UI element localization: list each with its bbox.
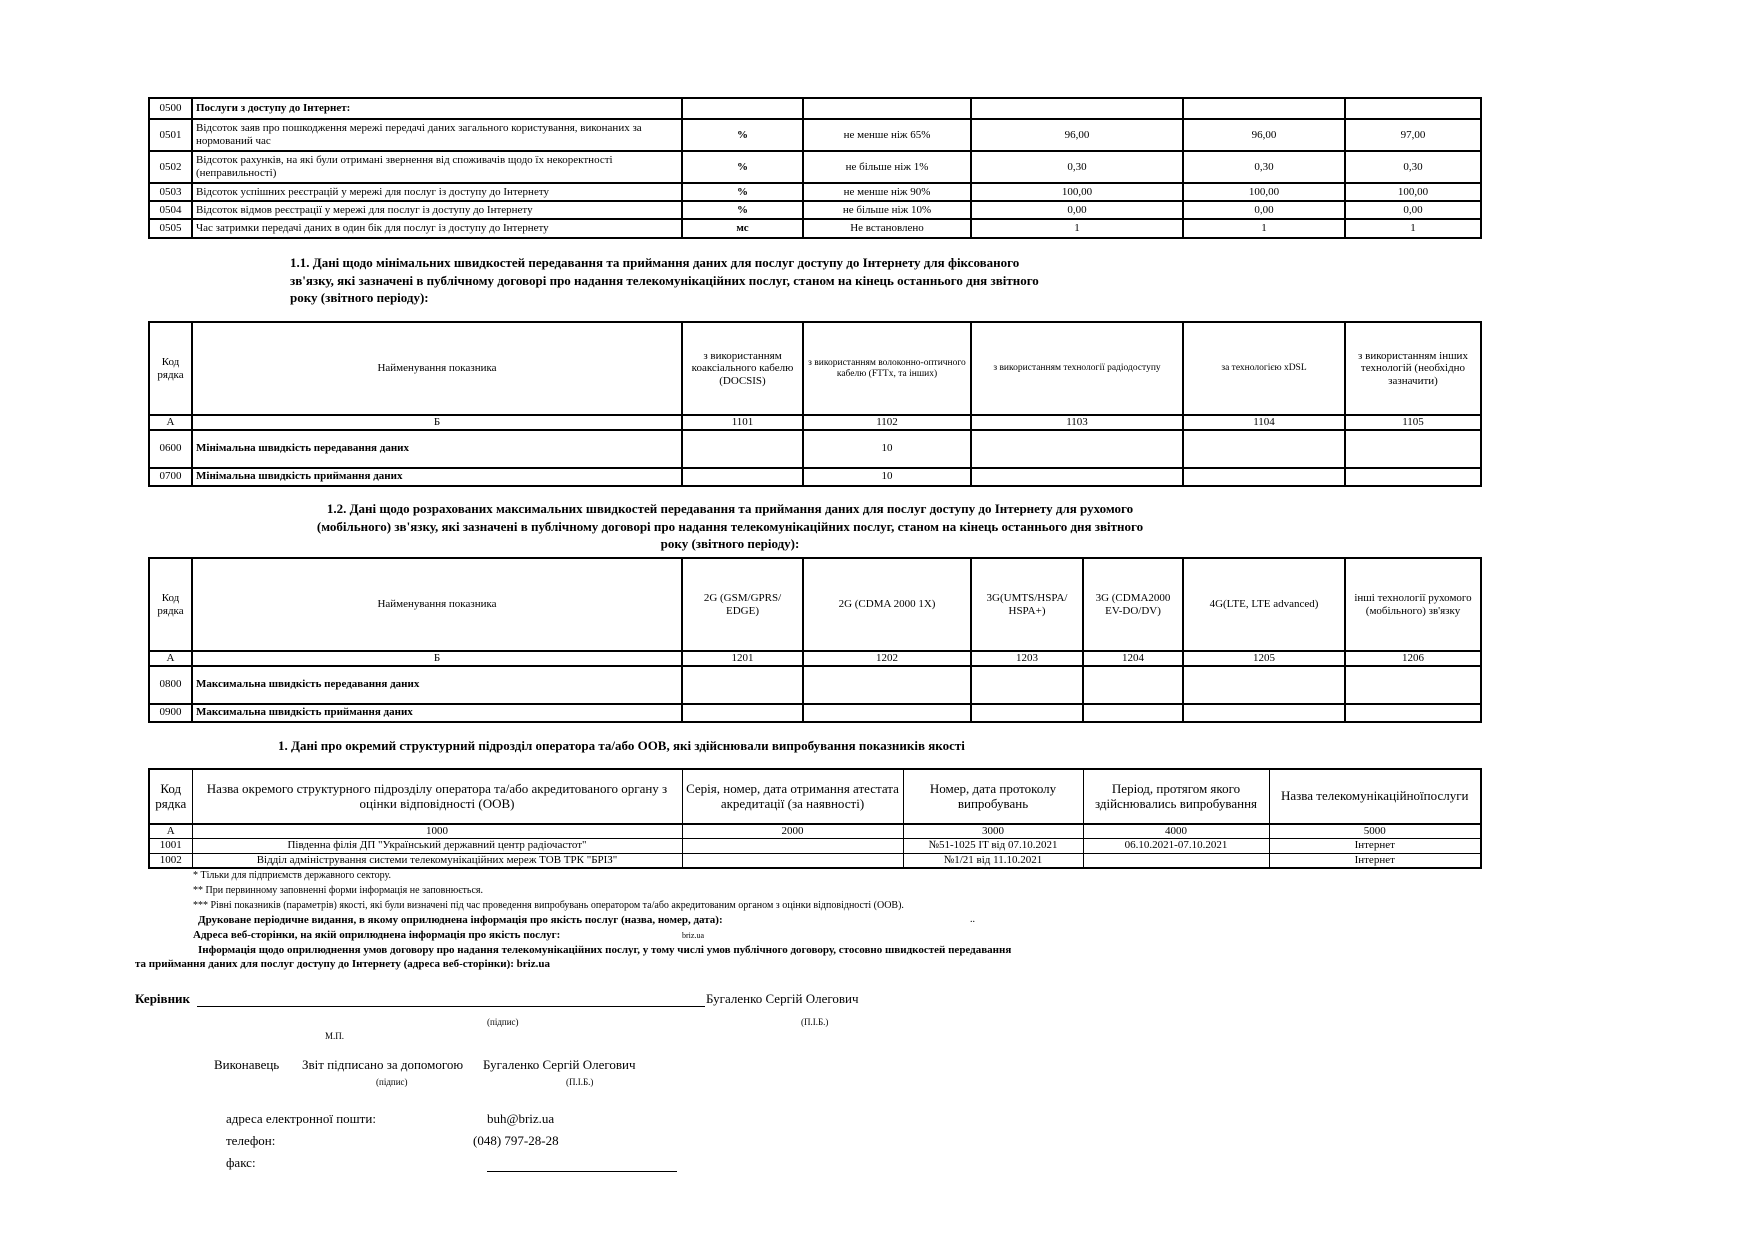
- table-row: [149, 853, 1481, 868]
- row-value: [1345, 98, 1481, 119]
- row-norm: [803, 98, 971, 119]
- row-value: [971, 98, 1183, 119]
- table-row: [149, 98, 1481, 119]
- print-edition-label: Друковане періодичне видання, в якому оприлюднена інформація про якість послуг (назва, номер, дата):: [198, 914, 723, 926]
- row-norm: не менше ніж 90%: [803, 183, 971, 201]
- row-value: [1083, 666, 1183, 704]
- header-col: з використанням коаксіального кабелю (DOCSIS): [682, 322, 803, 415]
- header-name: Найменування показника: [192, 322, 682, 415]
- row-protocol: №1/21 від 11.10.2021: [903, 853, 1083, 868]
- pib-caption: (П.І.Б.): [801, 1017, 829, 1027]
- row-name: Відсоток заяв про пошкодження мережі передачі даних загального користування, виконаних за нормований час: [192, 119, 682, 151]
- row-value: 0,00: [971, 201, 1183, 219]
- testing-units-table: [148, 768, 1482, 869]
- signature-line: [197, 1006, 705, 1007]
- row-name: Максимальна швидкість передавання даних: [192, 666, 682, 704]
- row-name: Мінімальна швидкість передавання даних: [192, 430, 682, 468]
- row-value: [1345, 704, 1481, 722]
- footnote: * Тільки для підприємств державного сектору.: [193, 870, 392, 881]
- header-row: [149, 322, 1481, 415]
- row-value: 1: [1183, 219, 1345, 238]
- header-col: Період, протягом якого здійснювались випробування: [1083, 769, 1269, 824]
- row-unit: %: [682, 183, 803, 201]
- table-row: [149, 468, 1481, 486]
- phone-value: (048) 797-28-28: [473, 1133, 559, 1148]
- pib-caption: (П.І.Б.): [566, 1077, 594, 1087]
- header-col: з використанням технології радіодоступу: [971, 322, 1183, 415]
- row-value: [1183, 666, 1345, 704]
- index-cell: 1204: [1083, 651, 1183, 666]
- index-cell: 1201: [682, 651, 803, 666]
- sign-caption: (підпис): [376, 1077, 408, 1087]
- row-value: [1345, 468, 1481, 486]
- table-row: [149, 838, 1481, 853]
- row-value: [1183, 430, 1345, 468]
- index-cell: 1105: [1345, 415, 1481, 430]
- index-cell: 3000: [903, 824, 1083, 838]
- index-cell: 1102: [803, 415, 971, 430]
- title-line: (мобільного) зв'язку, які зазначені в публічному договорі про надання телекомунікаційних послуг, станом на кінець останнього дня звітного: [316, 518, 1144, 534]
- row-value: 1: [1345, 219, 1481, 238]
- print-edition-value: ..: [970, 914, 975, 925]
- row-value: [1083, 704, 1183, 722]
- row-name: Відсоток відмов реєстрації у мережі для послуг із доступу до Інтернету: [192, 201, 682, 219]
- row-value: [682, 430, 803, 468]
- row-value: 0,30: [971, 151, 1183, 183]
- index-cell: 1205: [1183, 651, 1345, 666]
- header-code: Код рядка: [149, 322, 192, 415]
- row-unit: [682, 98, 803, 119]
- row-value: 0,00: [1345, 201, 1481, 219]
- table-row: [149, 430, 1481, 468]
- header-col: 4G(LTE, LTE advanced): [1183, 558, 1345, 651]
- header-col: з використанням інших технологій (необхідно зазначити): [1345, 322, 1481, 415]
- row-value: [1183, 704, 1345, 722]
- header-col: 3G (CDMA2000 EV-DO/DV): [1083, 558, 1183, 651]
- row-code: 0500: [149, 98, 192, 119]
- header-col: з використанням волоконно-оптичного кабелю (FTTx, та інших): [803, 322, 971, 415]
- index-cell: 2000: [682, 824, 903, 838]
- row-value: 100,00: [1345, 183, 1481, 201]
- index-cell: 1203: [971, 651, 1083, 666]
- row-cert: [682, 853, 903, 868]
- index-cell: 4000: [1083, 824, 1269, 838]
- title-line: року (звітного періоду):: [290, 290, 429, 306]
- web-page-value: briz.ua: [682, 931, 704, 940]
- row-value: [803, 704, 971, 722]
- index-row: [149, 651, 1481, 666]
- header-code: Код рядка: [149, 769, 192, 824]
- footnote: ** При первинному заповненні форми інформація не заповнюється.: [193, 885, 483, 896]
- row-value: 1: [971, 219, 1183, 238]
- header-row: [149, 558, 1481, 651]
- index-cell: 1000: [192, 824, 682, 838]
- row-norm: Не встановлено: [803, 219, 971, 238]
- index-row: [149, 415, 1481, 430]
- section-1-1-title: [290, 254, 1190, 307]
- footnote: *** Рівні показників (параметрів) якості, які були визначені під час проведення випробувань оператором та/або акредитованим органом з оцінки відповідності (ООВ).: [193, 900, 904, 911]
- header-col: 2G (GSM/GPRS/ EDGE): [682, 558, 803, 651]
- row-code: 0600: [149, 430, 192, 468]
- row-value: 0,30: [1345, 151, 1481, 183]
- section-2-title: 1. Дані про окремий структурний підрозділ оператора та/або ООВ, які здійснювали випробування показників якості: [278, 738, 965, 753]
- header-code: Код рядка: [149, 558, 192, 651]
- min-speed-table: [148, 321, 1482, 487]
- header-col: 2G (CDMA 2000 1X): [803, 558, 971, 651]
- row-value: 0,30: [1183, 151, 1345, 183]
- row-norm: не більше ніж 10%: [803, 201, 971, 219]
- head-name: Бугаленко Сергій Олегович: [706, 991, 859, 1006]
- index-cell: А: [149, 651, 192, 666]
- header-row: [149, 769, 1481, 824]
- index-cell: А: [149, 824, 192, 838]
- row-unit: мс: [682, 219, 803, 238]
- row-period: [1083, 853, 1269, 868]
- title-line: зв'язку, які зазначені в публічному договорі про надання телекомунікаційних послуг, станом на кінець останнього дня звітного: [290, 272, 1039, 288]
- phone-label: телефон:: [226, 1133, 276, 1148]
- email-label: адреса електронної пошти:: [226, 1111, 376, 1126]
- row-name: Максимальна швидкість приймання даних: [192, 704, 682, 722]
- row-value: 96,00: [971, 119, 1183, 151]
- row-unit: %: [682, 201, 803, 219]
- row-value: [971, 666, 1083, 704]
- contract-info-line: Інформація щодо оприлюднення умов договору про надання телекомунікаційних послуг, у тому числі умов публічного договору, стосовно швидкостей передавання: [198, 944, 1012, 956]
- row-code: 0504: [149, 201, 192, 219]
- row-unit: %: [682, 151, 803, 183]
- executor-sign: Звіт підписано за допомогою: [302, 1057, 464, 1072]
- index-cell: Б: [192, 651, 682, 666]
- index-cell: 1103: [971, 415, 1183, 430]
- row-service: Інтернет: [1269, 853, 1481, 868]
- table-row: [149, 666, 1481, 704]
- header-col: 3G(UMTS/HSPA/ HSPA+): [971, 558, 1083, 651]
- index-cell: 1206: [1345, 651, 1481, 666]
- row-value: 96,00: [1183, 119, 1345, 151]
- table-row: [149, 704, 1481, 722]
- executor-name: Бугаленко Сергій Олегович: [483, 1057, 636, 1072]
- row-value: [682, 666, 803, 704]
- row-norm: не менше ніж 65%: [803, 119, 971, 151]
- row-cert: [682, 838, 903, 853]
- row-value: [803, 666, 971, 704]
- row-code: 0505: [149, 219, 192, 238]
- row-code: 0501: [149, 119, 192, 151]
- header-col: Назва телекомунікаційноїпослуги: [1269, 769, 1481, 824]
- max-speed-table: [148, 557, 1482, 723]
- title-line: 1.2. Дані щодо розрахованих максимальних швидкостей передавання та приймання даних для послуг доступу до Інтернету для рухомого: [326, 501, 1134, 516]
- row-code: 0900: [149, 704, 192, 722]
- row-code: 0502: [149, 151, 192, 183]
- table-row: [149, 219, 1481, 238]
- row-period: 06.10.2021-07.10.2021: [1083, 838, 1269, 853]
- row-value: [1345, 666, 1481, 704]
- index-cell: 1202: [803, 651, 971, 666]
- row-value: 10: [803, 468, 971, 486]
- row-value: [682, 704, 803, 722]
- row-unit: %: [682, 119, 803, 151]
- row-value: 10: [803, 430, 971, 468]
- table-row: [149, 119, 1481, 151]
- row-code: 1001: [149, 838, 192, 853]
- row-code: 1002: [149, 853, 192, 868]
- row-value: 97,00: [1345, 119, 1481, 151]
- row-name: Відділ адміністрування системи телекомунікаційних мереж ТОВ ТРК "БРІЗ": [192, 853, 682, 868]
- header-col: інші технології рухомого (мобільного) зв'язку: [1345, 558, 1481, 651]
- title-line: року (звітного періоду):: [660, 536, 800, 552]
- row-value: [971, 430, 1183, 468]
- row-service: Інтернет: [1269, 838, 1481, 853]
- row-norm: не більше ніж 1%: [803, 151, 971, 183]
- index-row: [149, 824, 1481, 838]
- row-name: Південна філія ДП "Український державний центр радіочастот": [192, 838, 682, 853]
- index-cell: 1104: [1183, 415, 1345, 430]
- row-value: [1183, 98, 1345, 119]
- index-cell: 5000: [1269, 824, 1481, 838]
- sign-caption: (підпис): [487, 1017, 519, 1027]
- header-col: за технологією xDSL: [1183, 322, 1345, 415]
- fax-line: [487, 1171, 677, 1172]
- head-label: Керівник: [135, 991, 191, 1006]
- header-col: Номер, дата протоколу випробувань: [903, 769, 1083, 824]
- executor-label: Виконавець: [214, 1057, 280, 1072]
- internet-quality-table: [148, 97, 1482, 239]
- row-name: Час затримки передачі даних в один бік для послуг із доступу до Інтернету: [192, 219, 682, 238]
- table-row: [149, 201, 1481, 219]
- index-cell: Б: [192, 415, 682, 430]
- row-code: 0700: [149, 468, 192, 486]
- email-value: buh@briz.ua: [487, 1111, 555, 1126]
- row-value: [971, 704, 1083, 722]
- header-col: Серія, номер, дата отримання атестата акредитації (за наявності): [682, 769, 903, 824]
- row-value: 0,00: [1183, 201, 1345, 219]
- row-value: [1183, 468, 1345, 486]
- row-value: [682, 468, 803, 486]
- row-name: Відсоток успішних реєстрацій у мережі для послуг із доступу до Інтернету: [192, 183, 682, 201]
- contract-info-line: та приймання даних для послуг доступу до Інтернету (адреса веб-сторінки): briz.ua: [135, 958, 550, 970]
- web-page-label: Адреса веб-сторінки, на якій оприлюднена інформація про якість послуг:: [193, 929, 561, 941]
- fax-label: факс:: [226, 1155, 256, 1170]
- table-row: [149, 183, 1481, 201]
- index-cell: 1101: [682, 415, 803, 430]
- row-name: Відсоток рахунків, на які були отримані звернення від споживачів щодо їх некоректності (неправильності): [192, 151, 682, 183]
- header-name: Назва окремого структурного підрозділу оператора та/або акредитованого органу з оцінки відповідності (ООВ): [192, 769, 682, 824]
- section-1-2-title: [220, 500, 1240, 553]
- row-code: 0800: [149, 666, 192, 704]
- row-value: 100,00: [1183, 183, 1345, 201]
- row-protocol: №51-1025 IT від 07.10.2021: [903, 838, 1083, 853]
- header-name: Найменування показника: [192, 558, 682, 651]
- row-code: 0503: [149, 183, 192, 201]
- index-cell: А: [149, 415, 192, 430]
- title-line: 1.1. Дані щодо мінімальних швидкостей передавання та приймання даних для послуг доступу до Інтернету для фіксованого: [290, 255, 1020, 270]
- row-value: [971, 468, 1183, 486]
- row-value: [1345, 430, 1481, 468]
- row-value: 100,00: [971, 183, 1183, 201]
- row-name: Послуги з доступу до Інтернет:: [192, 98, 682, 119]
- row-name: Мінімальна швидкість приймання даних: [192, 468, 682, 486]
- stamp-place: М.П.: [325, 1031, 345, 1041]
- table-row: [149, 151, 1481, 183]
